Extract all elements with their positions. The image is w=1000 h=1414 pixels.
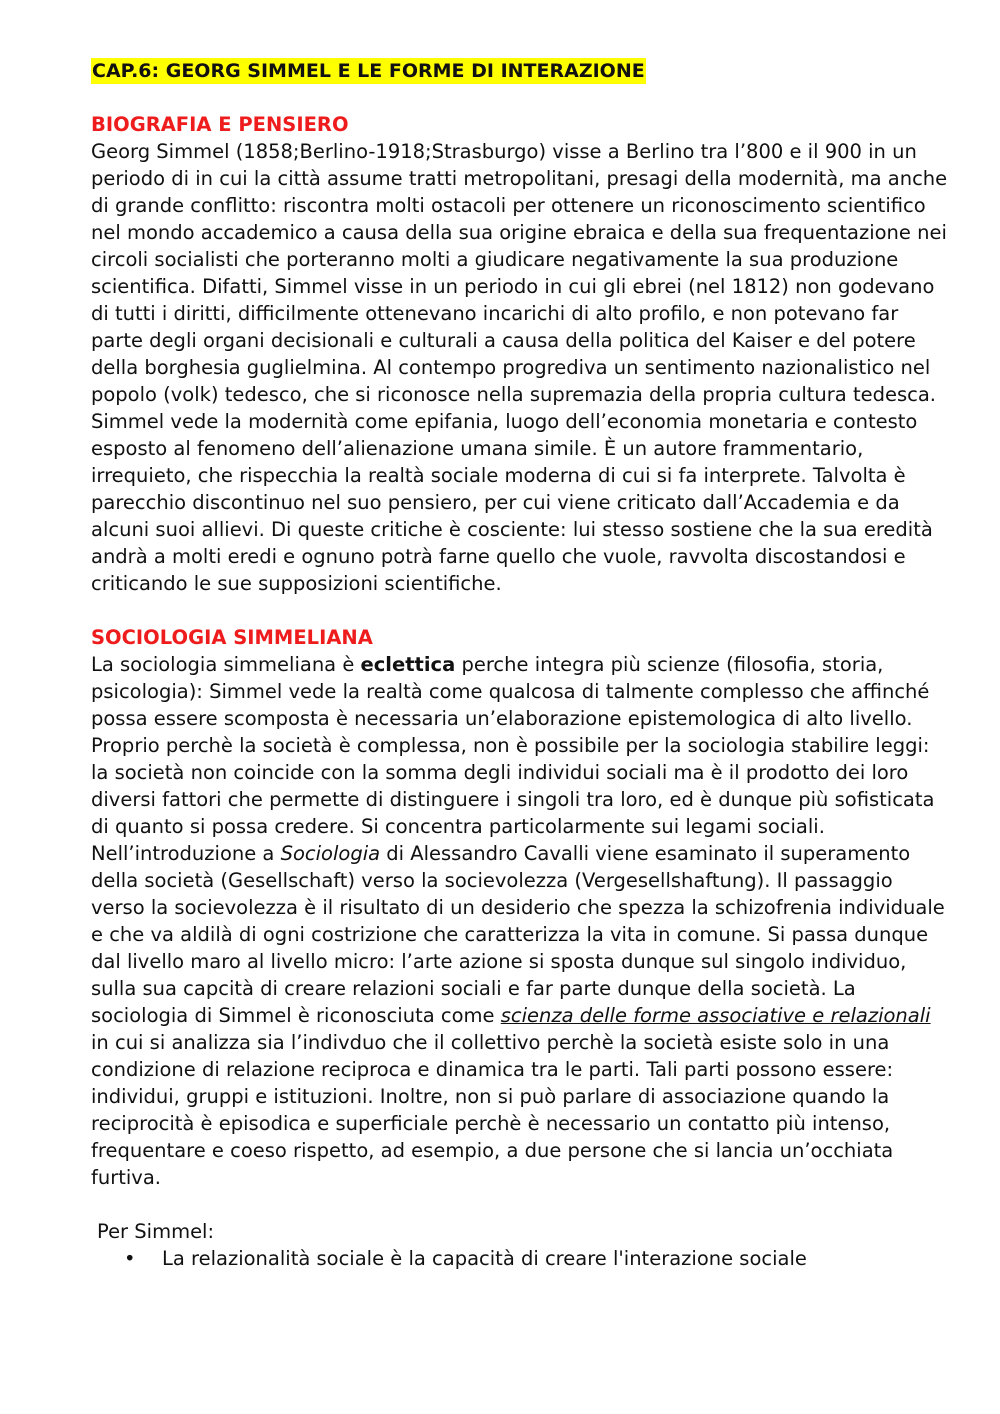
text-run: La sociologia simmeliana è [91,653,361,676]
per-simmel-intro: Per Simmel: [97,1220,215,1243]
italic-book-title: Sociologia [280,842,381,865]
bullet-list [91,1245,951,1272]
text-run: di Alessandro Cavalli viene esaminato il superamento della società (Gesellschaft) verso la socievolezza (Vergesellshaftung). Il passaggio verso la socievolezza è il risultato di un desiderio che spezza la schizofrenia individuale e che va aldilà di ogni costrizione che caratterizza la vita in comune. Si passa dunque dal livello maro al livello micro: l’arte azione si sposta dunque sul singolo individuo, sulla sua capcità di creare relazioni sociali e far parte dunque della società. La sociologia di Simmel è riconosciuta come [91,842,945,1027]
underlined-definition: scienza delle forme associative e relazionali [500,1004,931,1027]
text-run: Nell’introduzione a [91,842,281,865]
paragraph-sociologia-2 [91,840,951,1191]
bullet-icon: • [124,1247,136,1270]
paragraph-sociologia-1 [91,651,951,840]
section-heading-sociologia: SOCIOLOGIA SIMMELIANA [91,626,373,649]
chapter-title: CAP.6: GEORG SIMMEL E LE FORME DI INTERAZIONE [92,60,645,82]
document-page [91,58,951,1272]
paragraph-biografia-2: Simmel vede la modernità come epifania, luogo dell’economia monetaria e contesto esposto al fenomeno dell’alienazione umana simile. È un autore frammentario, irrequieto, che rispecchia la realtà sociale moderna di cui si fa interprete. Talvolta è parecchio discontinuo nel suo pensiero, per cui viene criticato dall’Accademia e da alcuni suoi allievi. Di queste critiche è cosciente: lui stesso sostiene che la sua eredità andrà a molti eredi e ognuno potrà farne quello che vuole, ravvolta discostandosi e criticando le sue supposizioni scientifiche. [91,410,933,595]
spacer [91,84,951,111]
bold-term-eclettica: eclettica [360,653,456,676]
list-item [91,1245,951,1272]
list-item-text: La relazionalità sociale è la capacità di creare l'interazione sociale [162,1247,807,1270]
section-heading-biografia: BIOGRAFIA E PENSIERO [91,113,349,136]
spacer [91,1191,951,1218]
text-run: in cui si analizza sia l’indivduo che il collettivo perchè la società esiste solo in una condizione di relazione reciproca e dinamica tra le parti. Tali parti possono essere: individui, gruppi e istituzioni. Inoltre, non si può parlare di associazione quando la reciprocità è episodica e superficiale perchè è necessario un contatto più intenso, frequentare e coeso rispetto, ad esempio, a due persone che si lancia un’occhiata furtiva. [91,1031,894,1189]
spacer [91,597,951,624]
text-run: perche integra più scienze (filosofia, storia, psicologia): Simmel vede la realtà come qualcosa di talmente complesso che affinché possa essere scomposta è necessaria un’elaborazione epistemologica di alto livello. Proprio perchè la società è complessa, non è possibile per la sociologia stabilire leggi: la società non coincide con la somma degli individui sociali ma è il prodotto dei loro diversi fattori che permette di distinguere i singoli tra loro, ed è dunque più sofisticata di quanto si possa credere. Si concentra particolarmente sui legami sociali. [91,653,935,838]
paragraph-biografia-1: Georg Simmel (1858;Berlino-1918;Strasburgo) visse a Berlino tra l’800 e il 900 in un periodo di in cui la città assume tratti metropolitani, presagi della modernità, ma anche di grande conflitto: riscontra molti ostacoli per ottenere un riconoscimento scientifico nel mondo accademico a causa della sua origine ebraica e della sua frequentazione nei circoli socialisti che porteranno molti a giudicare negativamente la sua produzione scientifica. Difatti, Simmel visse in un periodo in cui gli ebrei (nel 1812) non godevano di tutti i diritti, difficilmente ottenevano incarichi di alto profilo, e non potevano far parte degli organi decisionali e culturali a causa della politica del Kaiser e del potere della borghesia guglielmina. Al contempo progrediva un sentimento nazionalistico nel popolo (volk) tedesco, che si riconosce nella supremazia della propria cultura tedesca. [91,140,948,406]
